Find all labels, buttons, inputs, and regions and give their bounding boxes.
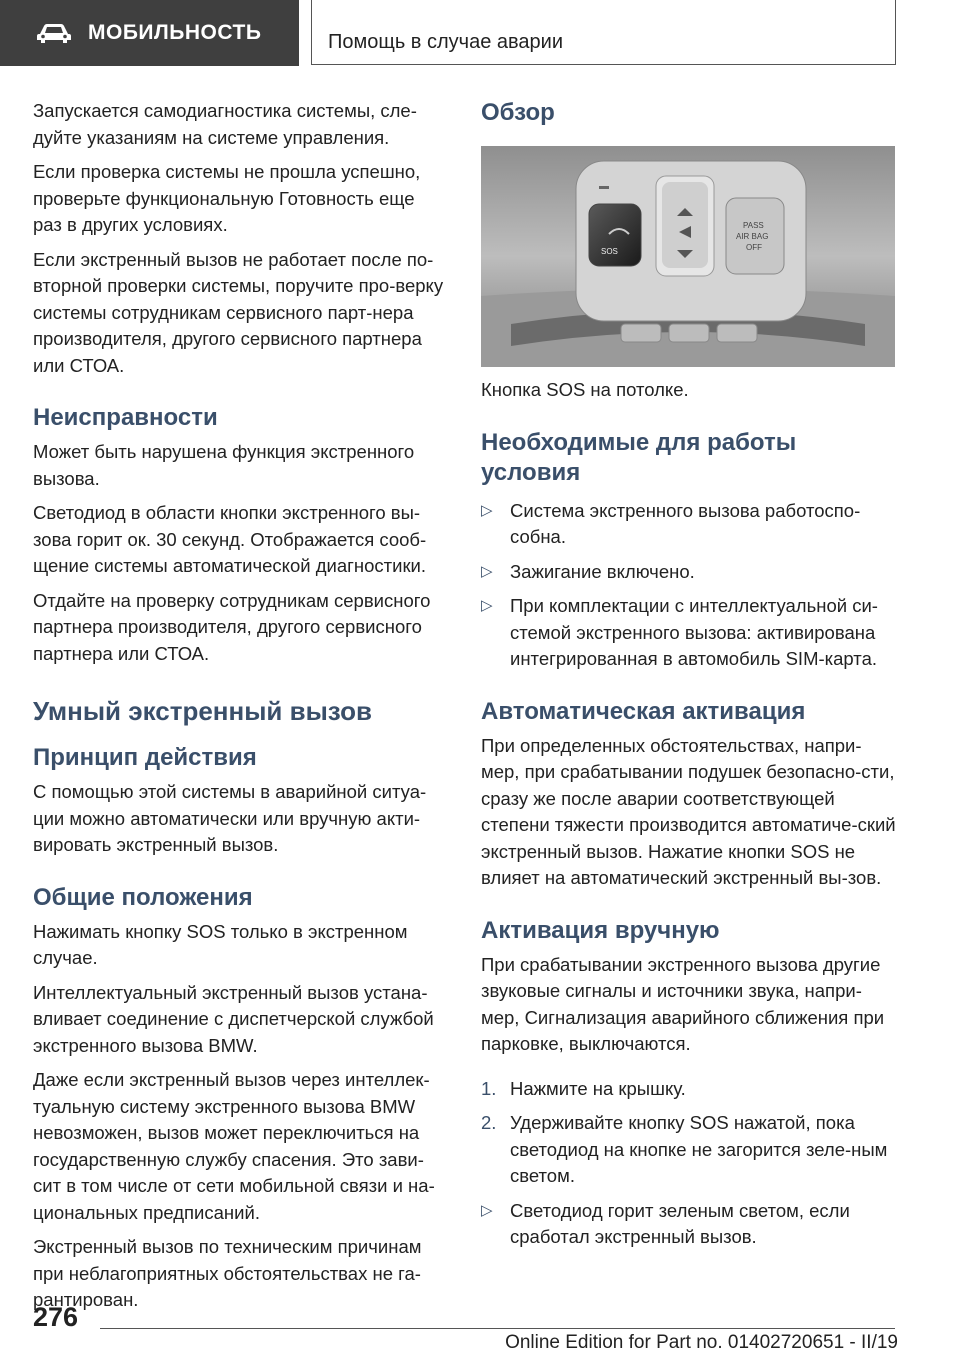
paragraph: Если экстренный вызов не работает после по-вторной проверки системы, поручите про-верку системы сотрудникам сервисного парт-нера производителя, другого сервисного партнера или СТОА.	[33, 248, 444, 376]
heading-auto-activation: Автоматическая активация	[481, 697, 806, 725]
list-item: ▷ Зажигание включено.	[481, 559, 899, 586]
paragraph: Светодиод в области кнопки экстренного вы-зова горит ок. 30 секунд. Отображается сооб-щение системы автоматической диагностики.	[33, 502, 427, 576]
photo-caption: Кнопка SOS на потолке.	[481, 379, 689, 400]
result-item: ▷ Светодиод горит зеленым светом, если сработал экстренный вызов.	[481, 1199, 850, 1247]
heading-manual-activation: Активация вручную	[481, 916, 720, 944]
page-header	[0, 0, 960, 66]
paragraph: С помощью этой системы в аварийной ситуа-ции можно автоматически или вручную акти-вировать экстренный вызов.	[33, 781, 427, 855]
paragraph: Даже если экстренный вызов через интеллек-туальную систему экстренного вызова BMW невозможен, вызов может переключиться на государственную службу спасения. Это зави-сит в том числе от сети мобильной связи и на-циональных предписаний.	[33, 1069, 435, 1223]
list-item: ▷ Система экстренного вызова работоспо-собна.	[481, 499, 861, 547]
heading-general: Общие положения	[33, 883, 253, 911]
heading-principle: Принцип действия	[33, 744, 257, 771]
chapter-box	[311, 0, 896, 65]
conditions-list	[481, 498, 899, 673]
sos-label: SOS	[601, 247, 618, 256]
chapter-title: Помощь в случае аварии	[328, 31, 563, 53]
step-item: 2. Удерживайте кнопку SOS нажатой, пока светодиод на кнопке не загорится зеле-ным светом.	[481, 1112, 888, 1186]
page-footer	[0, 1298, 960, 1362]
paragraph: Отдайте на проверку сотрудникам сервисного партнера производителя, другого сервисного партнера или СТОА.	[33, 589, 431, 664]
right-column	[481, 98, 899, 1259]
triangle-bullet-icon: ▷	[481, 1201, 493, 1219]
section-title: МОБИЛЬНОСТЬ	[88, 21, 262, 44]
airbag-label: AIR BAG	[736, 232, 769, 241]
paragraph: Если проверка системы не прошла успешно, проверьте функциональную Готовность еще раз в других условиях.	[33, 161, 421, 235]
triangle-bullet-icon: ▷	[481, 501, 493, 519]
paragraph: Экстренный вызов по техническим причинам при неблагоприятных обстоятельствах не га-рантирован.	[33, 1236, 422, 1310]
section-tab	[0, 0, 299, 66]
heading-faults: Неисправности	[33, 404, 218, 431]
edition-text: Online Edition for Part no. 01402720651 - II/19	[505, 1332, 898, 1353]
off-label: OFF	[746, 243, 762, 252]
paragraph: Запускается самодиагностика системы, сле-дуйте указаниям на системе управления.	[33, 100, 417, 148]
heading-smart-emergency-call: Умный экстренный вызов	[33, 696, 372, 726]
paragraph: Интеллектуальный экстренный вызов устана-вливает соединение с диспетчерской службой экстренного вызова BMW.	[33, 981, 434, 1056]
step-number: 1.	[481, 1077, 497, 1099]
car-icon	[36, 22, 72, 44]
footer-divider	[100, 1328, 895, 1329]
heading-conditions: Необходимые для работы условия	[481, 428, 797, 486]
steps-list	[481, 1076, 899, 1251]
step-number: 2.	[481, 1112, 497, 1133]
paragraph: Может быть нарушена функция экстренного вызова.	[33, 441, 415, 489]
paragraph: При определенных обстоятельствах, напри-мер, при срабатывании подушек безопасно-сти, сразу же после аварии соответствующей степени тяжести производится автоматиче-ский экстренный вызов. Нажатие кнопки SOS не влияет на автоматический экстренный вы-зов.	[481, 734, 896, 888]
paragraph: Нажимать кнопку SOS только в экстренном случае.	[33, 920, 408, 968]
sos-button-photo	[481, 146, 895, 367]
left-column	[33, 98, 448, 1322]
heading-overview: Обзор	[481, 99, 555, 126]
page-number: 276	[33, 1302, 79, 1332]
triangle-bullet-icon: ▷	[481, 597, 493, 614]
paragraph: При срабатывании экстренного вызова другие звуковые сигналы и источники звука, напри-мер, Сигнализация аварийного сближения при парковке, выключаются.	[481, 953, 885, 1054]
triangle-bullet-icon: ▷	[481, 562, 493, 580]
step-item: 1. Нажмите на крышку.	[481, 1076, 899, 1103]
pass-label: PASS	[743, 221, 764, 230]
list-item: ▷ При комплектации с интеллектуальной си-стемой экстренного вызова: активирована интегрированная в автомобиль SIM-карта.	[481, 595, 878, 669]
